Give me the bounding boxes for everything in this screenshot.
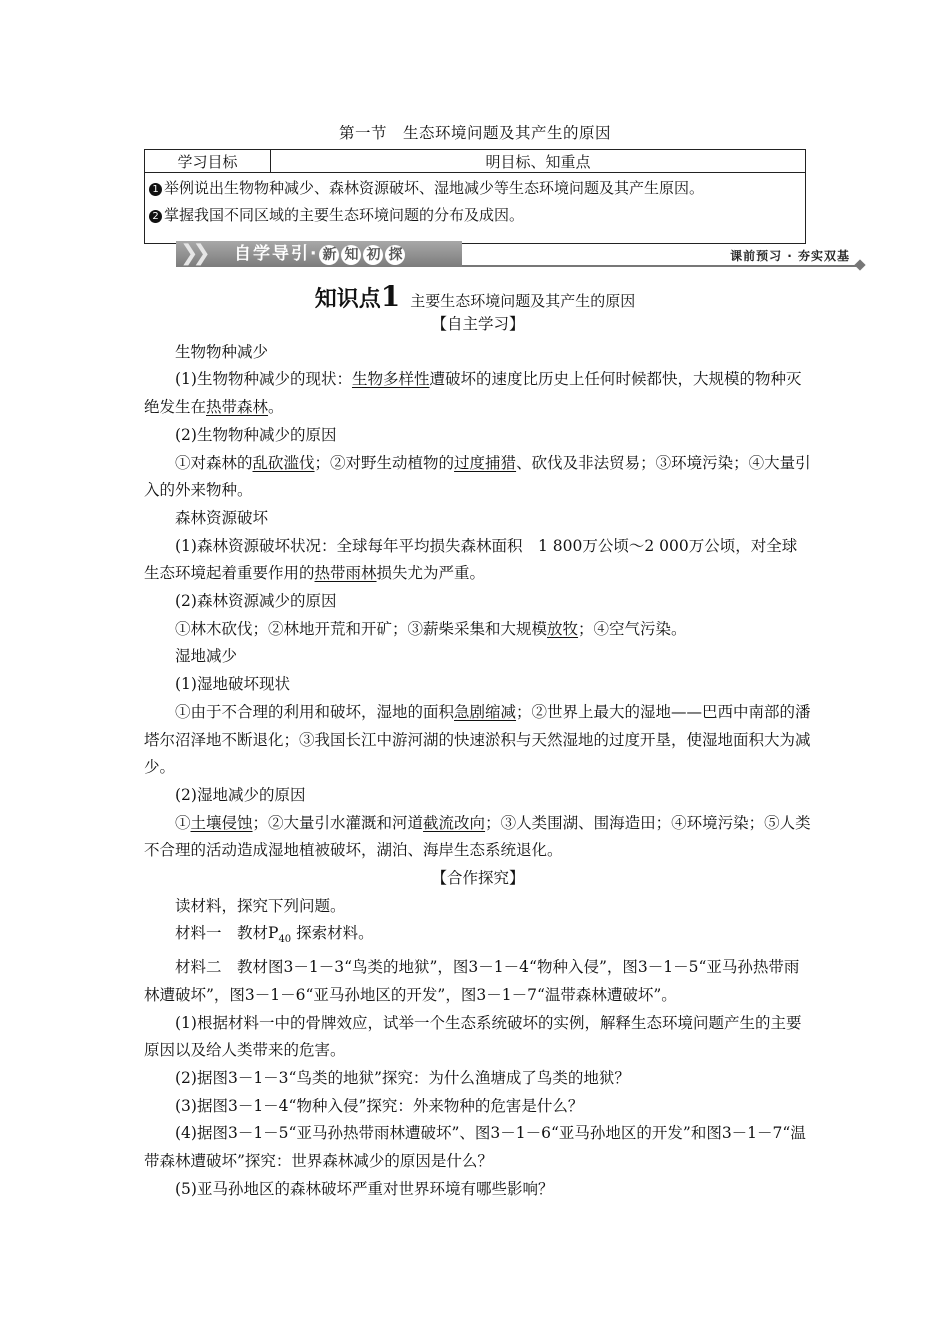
banner-prefix: 自学导引 [234, 244, 310, 264]
question: (3)据图3－1－4“物种入侵”探究：外来物种的危害是什么？ [175, 1096, 584, 1115]
answer-blank: 放牧 [547, 619, 579, 638]
paragraph [144, 366, 812, 421]
paragraph: (2)生物物种减少的原因 [175, 425, 337, 444]
answer-blank: 截流改向 [423, 813, 486, 832]
banner-title [234, 242, 406, 266]
goal-item [149, 202, 801, 229]
kp-label: 知识点 [314, 287, 381, 312]
subsection-heading: 【自主学习】 [431, 315, 525, 333]
goals-body [145, 173, 806, 244]
subsection-heading: 【合作探究】 [431, 869, 525, 888]
answer-blank: 土壤侵蚀 [190, 813, 253, 832]
question: (2)据图3－1－3“鸟类的地狱”探究：为什么渔塘成了鸟类的地狱？ [175, 1069, 630, 1088]
diamond-icon [854, 259, 865, 270]
paragraph: (1)湿地破坏现状 [175, 675, 290, 694]
paragraph [144, 616, 812, 644]
text-run: (1)森林资源破坏状况：全球每年平均损失森林面积 1 800万公顷～2 000万公顷，对全球生态环境起着重要作用的 [144, 536, 798, 583]
text-run: (1)生物物种减少的现状： [175, 370, 352, 389]
banner-char: 新 [319, 245, 339, 265]
question: (1)根据材料一中的骨牌效应，试举一个生态系统破坏的实例，解释生态环境问题产生的主要原因以及给人类带来的危害。 [144, 1013, 802, 1060]
topic-heading: 森林资源破坏 [175, 508, 269, 527]
text-run: ① [175, 813, 191, 832]
paragraph [144, 699, 812, 782]
text-run: ；④空气污染。 [578, 619, 687, 638]
answer-blank: 热带森林 [206, 398, 269, 417]
body-text [144, 311, 812, 1204]
banner-char: 初 [363, 245, 383, 265]
topic-heading: 生物物种减少 [175, 342, 269, 361]
paragraph: (2)湿地减少的原因 [175, 785, 306, 804]
text-run: 材料一 教材P [175, 924, 279, 943]
section-banner [176, 241, 866, 269]
page-subscript: 40 [278, 934, 292, 946]
answer-blank: 生物多样性 [351, 370, 430, 389]
banner-divider [462, 265, 858, 267]
paragraph [144, 810, 812, 865]
banner-char: 探 [385, 245, 405, 265]
text-run: ①由于不合理的利用和破坏，湿地的面积 [175, 702, 455, 721]
learning-goals-table [144, 149, 806, 244]
goals-header-label: 学习目标 [145, 150, 271, 173]
paragraph [144, 450, 812, 505]
section-title: 第一节 生态环境问题及其产生的原因 [338, 124, 611, 142]
text-run: ；②世界上最大的湿地——巴西中南部的潘塔尔沼泽地不断退化；③我国长江中游河湖的快速淤积与天然湿地的过度开垦，使湿地面积大为减少。 [144, 702, 811, 777]
number-badge-icon: 2 [149, 210, 162, 223]
banner-char: 知 [341, 245, 361, 265]
text-run: 、砍伐及非法贸易；③环境污染；④大量引入的外来物种。 [144, 453, 811, 500]
answer-blank: 乱砍滥伐 [252, 453, 315, 472]
text-run: ；②大量引水灌溉和河道 [252, 813, 424, 832]
paragraph [144, 920, 812, 954]
answer-blank: 热带雨林 [314, 564, 377, 583]
paragraph: 读材料，探究下列问题。 [175, 896, 346, 915]
text-run: ；②对野生动植物的 [314, 453, 455, 472]
answer-blank: 急剧缩减 [454, 702, 517, 721]
text-run: 探索材料。 [291, 924, 374, 943]
text-run: 。 [268, 398, 284, 417]
paragraph: 材料二 教材图3－1－3“鸟类的地狱”，图3－1－4“物种入侵”，图3－1－5“亚马孙热带雨林遭破坏”，图3－1－6“亚马孙地区的开发”，图3－1－7“温带森林遭破坏”。 [144, 958, 800, 1004]
banner-dot: · [310, 244, 319, 264]
text-run: 损失尤为严重。 [376, 564, 486, 583]
question: (5)亚马孙地区的森林破坏严重对世界环境有哪些影响？ [175, 1179, 554, 1198]
answer-blank: 过度捕猎 [454, 453, 517, 472]
goal-text: 举例说出生物物种减少、森林资源破坏、湿地减少等生态环境问题及其产生原因。 [164, 179, 705, 197]
double-chevron-icon: ❯❯ [180, 241, 205, 266]
topic-heading: 湿地减少 [175, 647, 238, 666]
banner-right-label: 课前预习 · 夯实双基 [730, 249, 850, 263]
question: (4)据图3－1－5“亚马孙热带雨林遭破坏”、图3－1－6“亚马孙地区的开发”和图3－1－7“温带森林遭破坏”探究：世界森林减少的原因是什么？ [144, 1124, 806, 1171]
text-run: 遭破坏的速度比历史上任何时候都快，大规模的物种灭绝发生在 [144, 370, 802, 417]
banner-bar [176, 241, 462, 267]
kp-subtitle: 主要生态环境问题及其产生的原因 [410, 292, 636, 310]
paragraph [144, 533, 812, 588]
goal-text: 掌握我国不同区域的主要生态环境问题的分布及成因。 [164, 206, 525, 224]
paragraph: (2)森林资源减少的原因 [175, 592, 337, 611]
goal-item [149, 175, 801, 202]
knowledge-point-heading [144, 280, 806, 313]
number-badge-icon: 1 [149, 183, 162, 196]
text-run: ；③人类围湖、围海造田；④环境污染；⑤人类不合理的活动造成湿地植被破坏，湖泊、海岸生态系统退化。 [144, 813, 811, 860]
goals-header-title: 明目标、知重点 [271, 150, 806, 173]
text-run: ①对森林的 [175, 453, 253, 472]
kp-number: 1 [380, 280, 401, 313]
text-run: ①林木砍伐；②林地开荒和开矿；③薪柴采集和大规模 [175, 619, 548, 638]
